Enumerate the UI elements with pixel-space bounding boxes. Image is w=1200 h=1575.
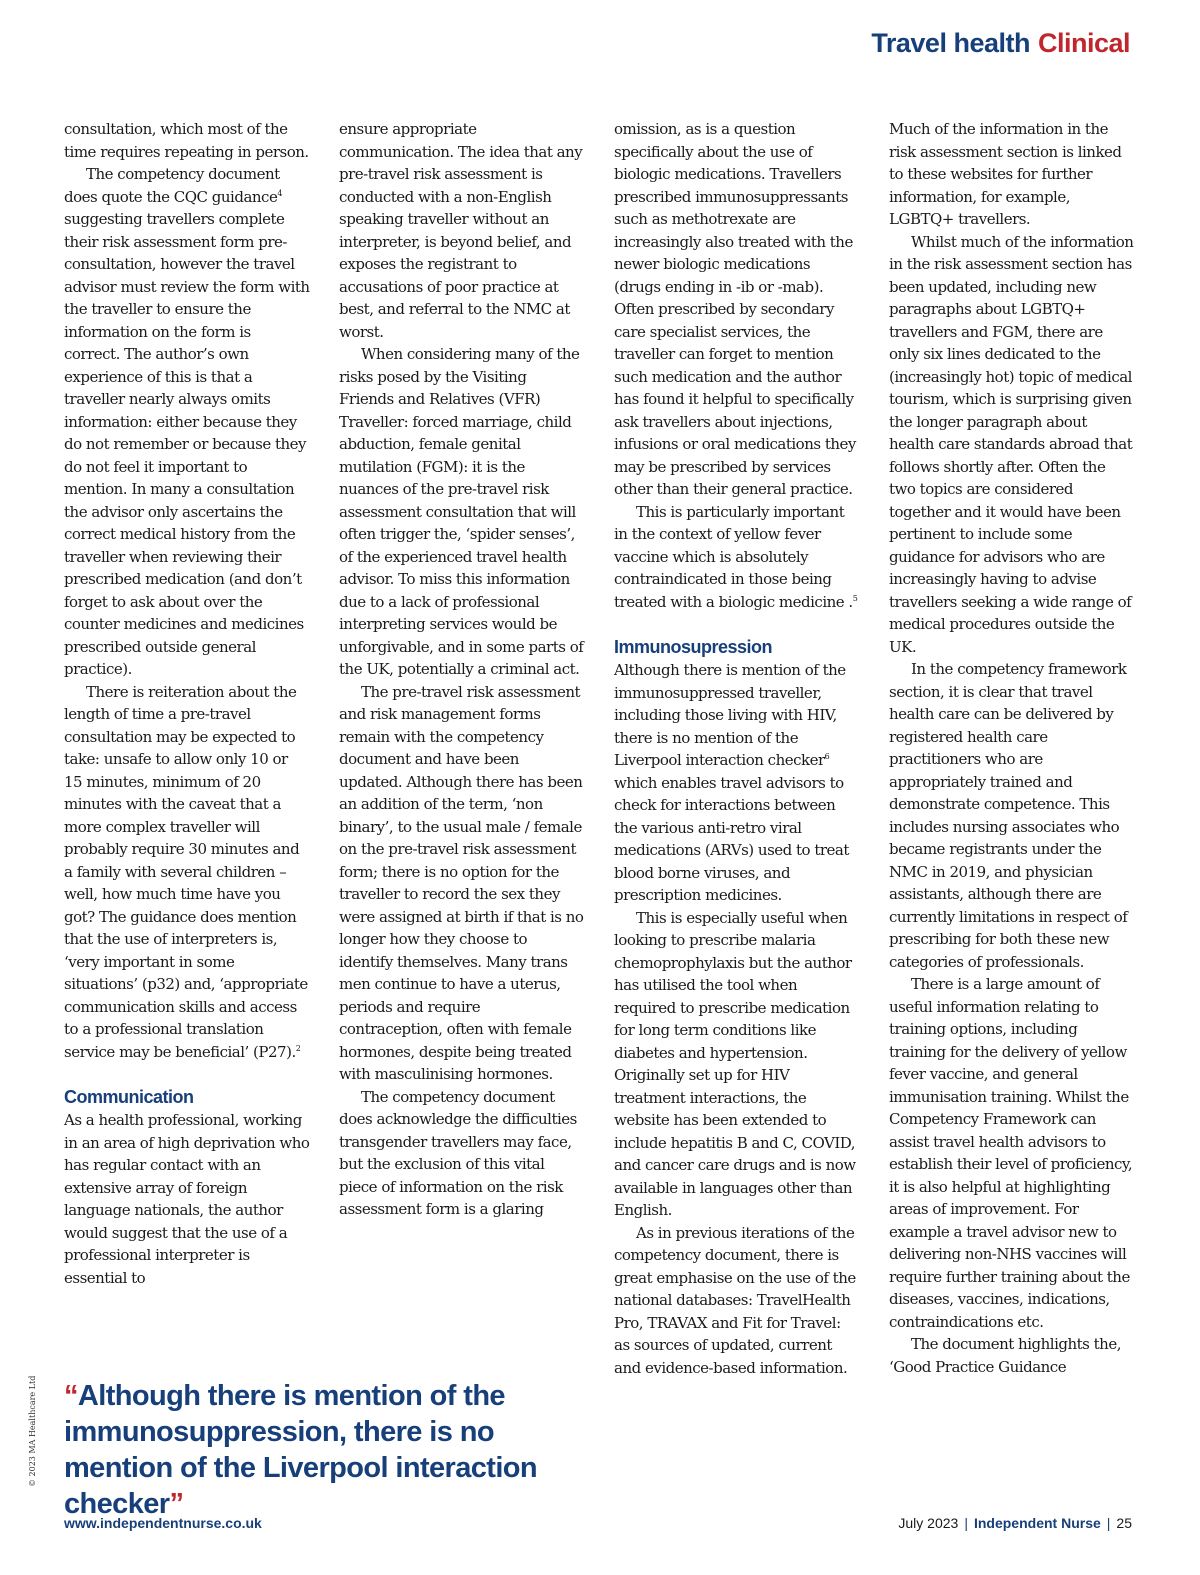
subheading-immunosupression: Immunosupression [614, 637, 773, 657]
close-quote-mark: ” [169, 1488, 184, 1520]
separator: | [1106, 1515, 1111, 1531]
paragraph: As a health professional, working in an area of high deprivation who has regular contact with an extensive array of foreign language nationals, the author would suggest that the use of a professional interpreter is essential to [64, 1111, 310, 1287]
pull-quote-text: Although there is mention of the immunosuppression, there is no mention of the Liverpool interaction checker [64, 1380, 538, 1520]
open-quote-mark: “ [64, 1380, 78, 1412]
paragraph: This is particularly important in the context of yellow fever vaccine which is absolutely contraindicated in those being treated with a biologic medicine .$^5$ [614, 502, 858, 611]
reference-number: 5 [852, 593, 858, 603]
paragraph: There is reiteration about the length of time a pre-travel consultation may be expected to take: unsafe to allow only 10 or 15 minutes, minimum of 20 minutes with the caveat that a more complex traveller will probably require 30 minutes and a family with several children – well, how much time have you got? The guidance does mention that the use of interpreters is, ‘very important in some situations’ (p32) and, ‘appropriate communication skills and access to a professional translation service may be beneficial’ (P27).$^2$ [64, 682, 308, 1061]
reference-number: 6 [824, 752, 830, 761]
url-part: nurse [183, 1515, 222, 1531]
paragraph: Much of the information in the risk assessment section is linked to these websites for further information, for example, LGBTQ+ travellers. [889, 120, 1122, 228]
article-column-3 [614, 118, 860, 1379]
paragraph: Although there is mention of the immunosuppressed traveller, including those living with HIV, there is no mention of the Liverpool interaction checker$^6$ which enables travel advisors to check for interactions between the various anti-retro viral medications (ARVs) used to treat blood borne viruses, and prescription medicines. [614, 661, 849, 904]
paragraph: There is a large amount of useful information relating to training options, including training for the delivery of yellow fever vaccine, and general immunisation training. Whilst the Competency Framework can assist travel health advisors to establish their level of proficiency, it is also helpful at highlighting areas of improvement. For example a travel advisor new to delivering non-NHS vaccines will require further training about the diseases, vaccines, indications, contraindications etc. [889, 975, 1133, 1331]
section-header [871, 28, 1130, 59]
paragraph: The pre-travel risk assessment and risk management forms remain with the competency document and have been updated. Although there has been an addition of the term, ‘non binary’, to the usual male / female on the pre-travel risk assessment form; there is no option for the traveller to record the sex they were assigned at birth if that is no longer how they choose to identify themselves. Many trans men continue to have a uterus, periods and require contraception, often with female hormones, despite being treated with masculinising hormones. [339, 682, 584, 1083]
paragraph: The competency document does acknowledge the difficulties transgender travellers may face, but the exclusion of this vital piece of information on the risk assessment form is a glaring [339, 1087, 577, 1218]
paragraph: In the competency framework section, it is clear that travel health care can be delivered by registered health care practitioners who are appropriately trained and demonstrate competence. This includes nursing associates who became registrants under the NMC in 2019, and physician assistants, although there are currently limitations in respect of prescribing for both these new categories of professionals. [889, 660, 1128, 971]
paragraph: Whilst much of the information in the risk assessment section has been updated, including new paragraphs about LGBTQ+ travellers and FGM, there are only six lines dedicated to the (increasingly hot) topic of medical tourism, which is surprising given the longer paragraph about health care standards abroad that follows shortly after. Often the two topics are considered together and it would have been pertinent to include some guidance for advisors who are increasingly having to advise travellers seeking a wide range of medical procedures outside the UK. [889, 232, 1134, 656]
page-footer [898, 1515, 1132, 1531]
url-part: .co.uk [221, 1515, 262, 1531]
category-label: Clinical [1037, 28, 1130, 58]
website-link[interactable] [64, 1515, 262, 1531]
copyright-text: © 2023 MA Healthcare Ltd [28, 1375, 37, 1487]
section-title: Travel health [871, 28, 1030, 58]
article-column-1 [64, 118, 310, 1289]
reference-number: 2 [295, 1043, 301, 1053]
magazine-name: Independent [973, 1515, 1058, 1531]
paragraph: This is especially useful when looking to prescribe malaria chemoprophylaxis but the author has utilised the tool when required to prescribe medication for long term conditions like diabetes and hypertension. Originally set up for HIV treatment interactions, the website has been extended to include hepatitis B and C, COVID, and cancer care drugs and is now available in languages other than English. [614, 908, 856, 1219]
reference-number: 4 [277, 188, 282, 198]
pull-quote [64, 1378, 604, 1522]
url-part: www.independent [64, 1515, 184, 1531]
paragraph: The competency document does quote the CQC guidance$^4$ suggesting travellers complete their risk assessment form pre-consultation, however the travel advisor must review the form with the traveller to ensure the information on the form is correct. The author’s own experience of this is that a traveller nearly always omits information: either because they do not remember or because they do not feel it important to mention. In many a consultation the advisor only ascertains the correct medical history from the traveller when reviewing their prescribed medication (and don’t forget to ask about over the counter medicines and medicines prescribed outside general practice). [64, 165, 310, 678]
magazine-name: Nurse [1057, 1515, 1101, 1531]
article-column-4 [889, 118, 1135, 1378]
separator: | [964, 1515, 968, 1531]
article-column-2 [339, 118, 585, 1221]
copyright-notice [28, 1355, 40, 1495]
subheading-communication: Communication [64, 1087, 194, 1107]
page-number: 25 [1116, 1515, 1132, 1531]
paragraph: The document highlights the, ‘Good Practice Guidance [889, 1335, 1121, 1376]
paragraph: When considering many of the risks posed by the Visiting Friends and Relatives (VFR) Traveller: forced marriage, child abduction, female genital mutilation (FGM): it is the nuances of the pre-travel risk assessment consultation that will often trigger the, ‘spider senses’, of the experienced travel health advisor. To miss this information due to a lack of professional interpreting services would be unforgivable, and in some parts of the UK, potentially a criminal act. [339, 345, 584, 678]
paragraph: consultation, which most of the time requires repeating in person. [64, 120, 309, 161]
paragraph: ensure appropriate communication. The idea that any pre-travel risk assessment is conducted with a non-English speaking traveller without an interpreter, is beyond belief, and exposes the registrant to accusations of poor practice at best, and referral to the NMC at worst. [339, 120, 583, 341]
paragraph: omission, as is a question specifically about the use of biologic medications. Travellers prescribed immunosuppressants such as methotrexate are increasingly also treated with the newer biologic medications (drugs ending in -ib or -mab). Often prescribed by secondary care specialist services, the traveller can forget to mention such medication and the author has found it helpful to specifically ask travellers about injections, infusions or oral medications they may be prescribed by services other than their general practice. [614, 120, 856, 498]
issue-date: July 2023 [898, 1515, 959, 1531]
paragraph: As in previous iterations of the competency document, there is great emphasise on the use of the national databases: TravelHealth Pro, TRAVAX and Fit for Travel: as sources of updated, current and evidence-based information. [614, 1223, 856, 1377]
